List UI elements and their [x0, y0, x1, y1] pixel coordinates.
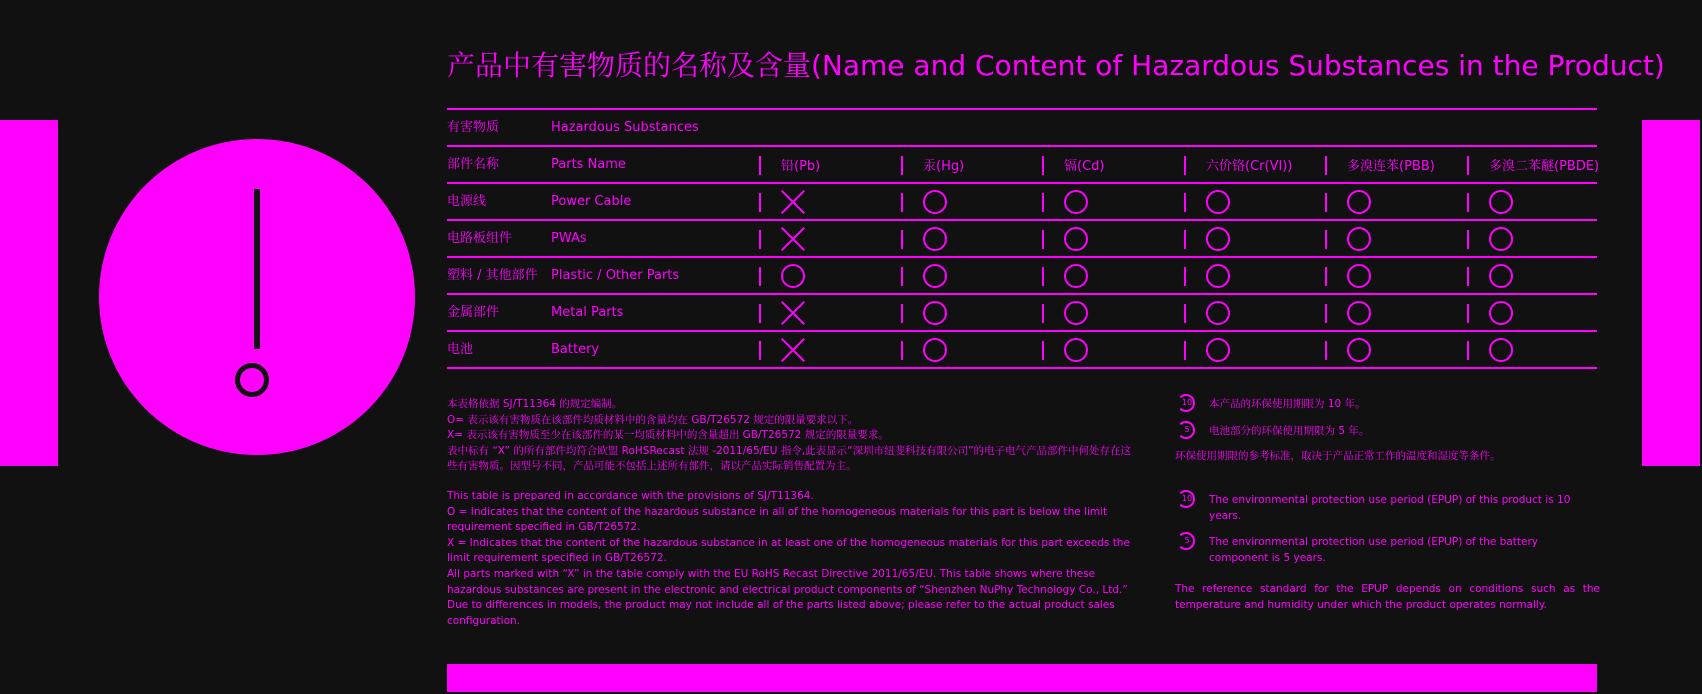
header-en: Parts Name	[551, 157, 626, 172]
warning-exclamation-icon	[99, 139, 415, 455]
notes-chinese	[447, 397, 1137, 475]
substance-label: 铅(Pb)	[781, 159, 821, 174]
table-row	[447, 295, 1597, 330]
part-name-en: PWAs	[551, 231, 587, 246]
circle-icon	[1206, 301, 1230, 325]
page-title: 产品中有害物质的名称及含量(Name and Content of Hazardous Substances in the Product)	[447, 49, 1665, 82]
circle-icon	[1489, 264, 1513, 288]
circle-icon	[1347, 227, 1371, 251]
circle-icon	[923, 338, 947, 362]
circle-icon	[1347, 301, 1371, 325]
epup-battery-zh	[1175, 424, 1600, 440]
epup-text: 电池部分的环保使用期限为 5 年。	[1209, 424, 1370, 437]
epup-reference-en: The reference standard for the EPUP depends on conditions such as the temperature and humidity under which the product operates normally.	[1175, 583, 1600, 611]
substance-label: 六价铬(Cr(VI))	[1206, 159, 1293, 174]
part-name-en: Battery	[551, 342, 600, 357]
circle-icon	[1489, 301, 1513, 325]
part-name-zh: 电池	[447, 342, 474, 357]
bottom-accent-bar	[447, 664, 1597, 692]
circle-icon	[1064, 190, 1088, 214]
circle-icon	[923, 190, 947, 214]
part-name-zh: 金属部件	[447, 305, 500, 320]
cross-icon	[781, 227, 805, 251]
table-row	[447, 258, 1597, 293]
epup-reference-zh: 环保使用期限的参考标准，取决于产品正常工作的温度和湿度等条件。	[1175, 450, 1501, 463]
note-line: X = Indicates that the content of the hazardous substance in at least one of the homogeneous materials for this part exceeds the limit requirement specified in GB/T26572.	[447, 536, 1130, 565]
circle-icon	[1489, 190, 1513, 214]
part-name-zh: 电路板组件	[447, 231, 513, 246]
note-line: O= 表示该有害物质在该部件均质材料中的含量均在 GB/T26572 规定的限量要求以下。	[447, 413, 859, 426]
note-line: X= 表示该有害物质至少在该部件的某一均质材料中的含量超出 GB/T26572 规定的限量要求。	[447, 429, 889, 442]
right-accent-bar	[1642, 120, 1700, 466]
circle-icon	[923, 227, 947, 251]
note-line: All parts marked with “X” in the table comply with the EU RoHS Recast Directive 2011/65/EU. This table shows where these hazardous substances are present in the electronic and electrical product components of “Shenzhen NuPhy Technology Co., Ltd.” Due to differences in models, the product may not include all of the parts listed above; please refer to the actual product sales configuration.	[447, 567, 1128, 627]
cross-icon	[781, 190, 805, 214]
circle-icon	[1064, 301, 1088, 325]
header-zh: 有害物质	[447, 120, 500, 135]
table-row	[447, 221, 1597, 256]
circle-icon	[923, 264, 947, 288]
header-zh: 部件名称	[447, 157, 500, 172]
circle-icon	[1206, 190, 1230, 214]
part-name-zh: 塑料 / 其他部件	[447, 268, 538, 283]
cross-icon	[781, 301, 805, 325]
substance-label: 多溴二苯醚(PBDE)	[1489, 159, 1600, 174]
circle-icon	[1347, 264, 1371, 288]
epup-text: The environmental protection use period (EPUP) of this product is 10 years.	[1209, 494, 1571, 522]
note-line: 表中标有 “X” 的所有部件均符合欧盟 RoHSRecast 法规 -2011/65/EU 指令,此表显示“深圳市纽斐科技有限公司”的电子电气产品部件中何处存在这些有害物质。因型号不同，产品可能不包括上述所有部件，请以产品实际销售配置为主。	[447, 444, 1132, 473]
circle-icon	[1064, 264, 1088, 288]
table-row	[447, 184, 1597, 219]
epup-battery-en	[1175, 535, 1600, 566]
substance-label: 汞(Hg)	[923, 159, 965, 174]
circle-icon	[1206, 338, 1230, 362]
table-header-parts	[447, 147, 1600, 182]
recycle-period-icon: 5	[1175, 421, 1199, 441]
table-row	[447, 332, 1597, 367]
notes-english	[447, 489, 1147, 629]
circle-icon	[781, 264, 805, 288]
epup-text: The environmental protection use period (EPUP) of the battery component is 5 years.	[1209, 536, 1538, 564]
circle-icon	[1206, 227, 1230, 251]
part-name-zh: 电源线	[447, 194, 487, 209]
epup-product-en	[1175, 493, 1600, 524]
part-name-en: Plastic / Other Parts	[551, 268, 680, 283]
cross-icon	[781, 338, 805, 362]
substance-label: 多溴连苯(PBB)	[1347, 159, 1435, 174]
epup-chinese	[1175, 397, 1600, 465]
hazardous-substances-table	[447, 108, 1600, 369]
epup-text: 本产品的环保使用期限为 10 年。	[1209, 398, 1366, 410]
table-header-substances	[447, 110, 1597, 145]
part-name-en: Metal Parts	[551, 305, 624, 320]
exclamation-dot	[235, 363, 269, 397]
circle-icon	[1347, 338, 1371, 362]
epup-english	[1175, 493, 1600, 614]
table-rule	[447, 367, 1597, 369]
note-line: 本表格依据 SJ/T11364 的规定编制。	[447, 398, 623, 410]
header-en: Hazardous Substances	[551, 120, 699, 135]
circle-icon	[1489, 227, 1513, 251]
circle-icon	[1064, 338, 1088, 362]
note-line: O = Indicates that the content of the hazardous substance in all of the homogeneous materials for this part is below the limit requirement specified in GB/T26572.	[447, 505, 1108, 534]
recycle-period-icon: 5	[1175, 532, 1199, 552]
circle-icon	[923, 301, 947, 325]
recycle-period-icon: 10	[1175, 490, 1199, 510]
epup-product-zh	[1175, 397, 1600, 413]
part-name-en: Power Cable	[551, 194, 632, 209]
left-accent-bar	[0, 120, 58, 466]
circle-icon	[1489, 338, 1513, 362]
substance-label: 镉(Cd)	[1064, 159, 1105, 174]
exclamation-stroke	[254, 189, 260, 349]
recycle-period-icon: 10	[1175, 394, 1199, 414]
circle-icon	[1347, 190, 1371, 214]
note-line: This table is prepared in accordance with the provisions of SJ/T11364.	[447, 490, 814, 502]
circle-icon	[1064, 227, 1088, 251]
circle-icon	[1206, 264, 1230, 288]
